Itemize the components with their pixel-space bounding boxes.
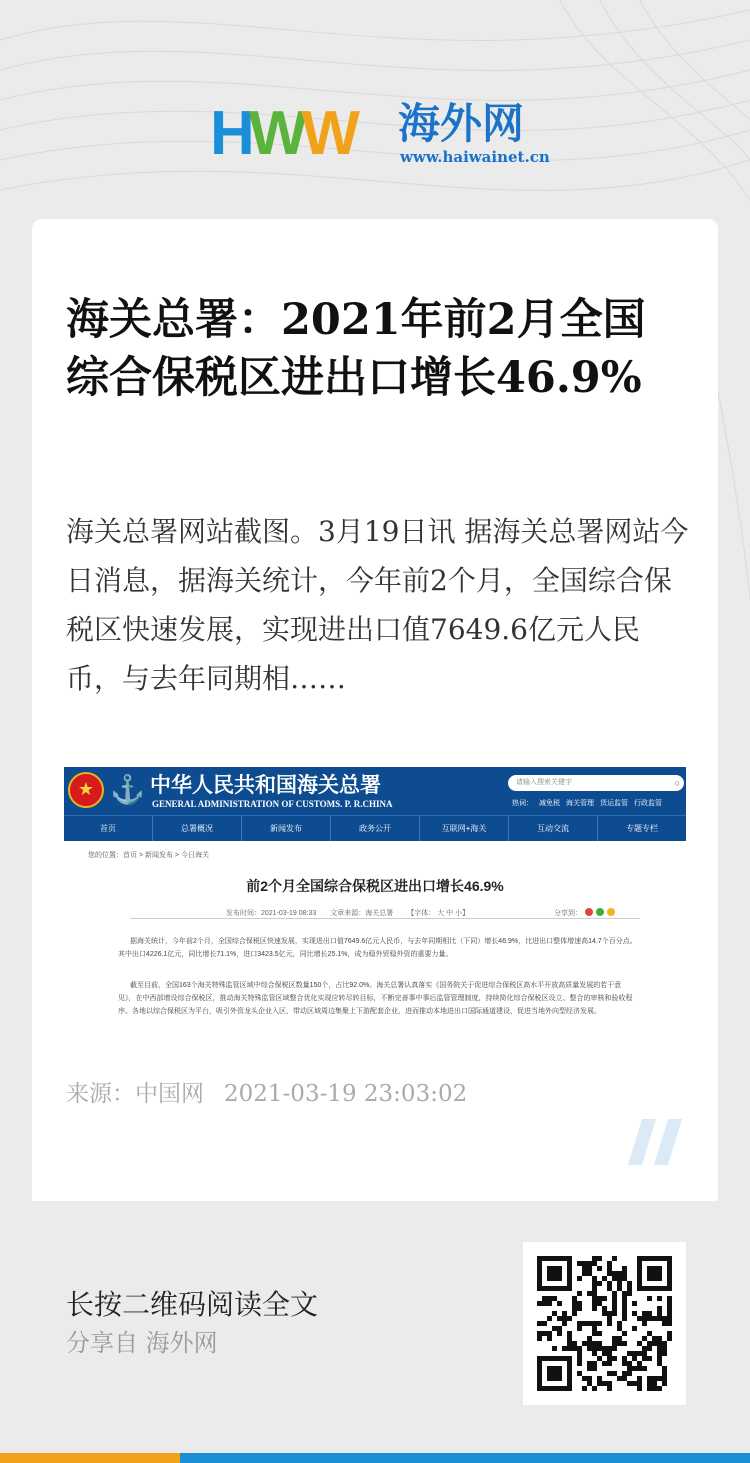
hot-label: 热词： <box>512 800 533 807</box>
article-card <box>32 219 718 1201</box>
hot-words <box>512 799 668 809</box>
share-label: 分享到： <box>554 910 582 917</box>
site-name-en: GENERAL ADMINISTRATION OF CUSTOMS. P. R.CHINA <box>152 799 393 809</box>
haiwainet-logo <box>210 100 550 170</box>
site-nav <box>64 815 686 841</box>
logo-brand-cn: 海外网 <box>398 99 525 148</box>
font-size-options: 【字体： 大 中 小】 <box>407 910 470 917</box>
hot-word: 减免税 <box>539 800 560 807</box>
site-search-placeholder: 请输入搜索关键字 <box>516 779 572 786</box>
bottom-color-bar <box>0 1453 750 1463</box>
logo-letters: HWW <box>210 99 354 168</box>
nav-item: 互联网+海关 <box>420 816 509 841</box>
wechat-icon <box>596 908 604 916</box>
article-source: 文章来源：海关总署 <box>330 910 394 917</box>
hot-word: 货运监管 <box>600 800 628 807</box>
nav-item: 新闻发布 <box>242 816 331 841</box>
national-emblem-icon: ★ <box>68 772 104 808</box>
logo-url: www.haiwainet.cn <box>400 148 550 166</box>
site-name-cn: 中华人民共和国海关总署 <box>150 772 381 797</box>
publish-datetime: 2021-03-19 23:03:02 <box>224 1081 468 1107</box>
site-search-input <box>508 775 684 791</box>
source-label: 来源：中国网 <box>66 1081 204 1107</box>
article-title: 海关总署：2021年前2月全国综合保税区进出口增长46.9% <box>66 295 646 403</box>
hot-word: 海关管理 <box>566 800 594 807</box>
article-summary: 海关总署网站截图。3月19日讯 据海关总署网站今日消息，据海关统计，今年前2个月，全国综合保税区快速发展，实现进出口值7649.6亿元人民币，与去年同期相…… <box>66 515 689 695</box>
weibo-icon <box>585 908 593 916</box>
customs-article-title: 前2个月全国综合保税区进出口增长46.9% <box>246 878 504 894</box>
hot-word: 行政监管 <box>634 800 662 807</box>
qr-code[interactable] <box>523 1242 686 1405</box>
quote-slash-icon <box>628 1119 688 1165</box>
customs-website-screenshot <box>64 767 686 1043</box>
divider <box>130 918 640 919</box>
search-icon: ○ <box>674 778 680 788</box>
read-full-text-prompt: 长按二维码阅读全文 <box>66 1288 319 1321</box>
customs-article-paragraph: 截至目前，全国163个海关特殊监管区域中综合保税区数量150个，占比92.0%。海关总署认真落实《国务院关于促进综合保税区高水平开放高质量发展的若干意见》，在中西部增设综合保税区，推动海关特殊监管区域整合优化实现应转尽转目标，不断完善事中事后监管管理制度，持续简化综合保税区设立、整合的审核和验收程序。各地以综合保税区为平台，吸引外资龙头企业入区，带动区域周边集聚上下游配套企业，进而推动本地进出口国际通道建设，促进当地外向型经济发展。 <box>118 982 633 1015</box>
share-from: 分享自 海外网 <box>66 1329 218 1357</box>
site-header <box>64 767 686 815</box>
publish-time: 发布时间：2021-03-19 08:33 <box>226 910 317 917</box>
breadcrumb: 您的位置：首页 > 新闻发布 > 今日海关 <box>88 852 209 859</box>
nav-item: 政务公开 <box>331 816 420 841</box>
nav-item: 专题专栏 <box>626 824 658 833</box>
customs-emblem-icon: ⚓ <box>110 773 145 806</box>
star-icon <box>607 908 615 916</box>
nav-item: 首页 <box>64 816 153 841</box>
nav-item: 互动交流 <box>509 816 598 841</box>
article-source-line <box>66 1079 487 1109</box>
nav-item: 总署概况 <box>153 816 242 841</box>
customs-article-paragraph: 据海关统计，今年前2个月，全国综合保税区快速发展，实现进出口值7649.6亿元人民币，与去年同期相比（下同）增长46.9%，比进出口整体增速高14.7个百分点。其中出口4226.1亿元，同比增长71.1%，进口3423.5亿元，同比增长25.1%，成为稳外贸稳外资的重要力量。 <box>118 938 637 958</box>
